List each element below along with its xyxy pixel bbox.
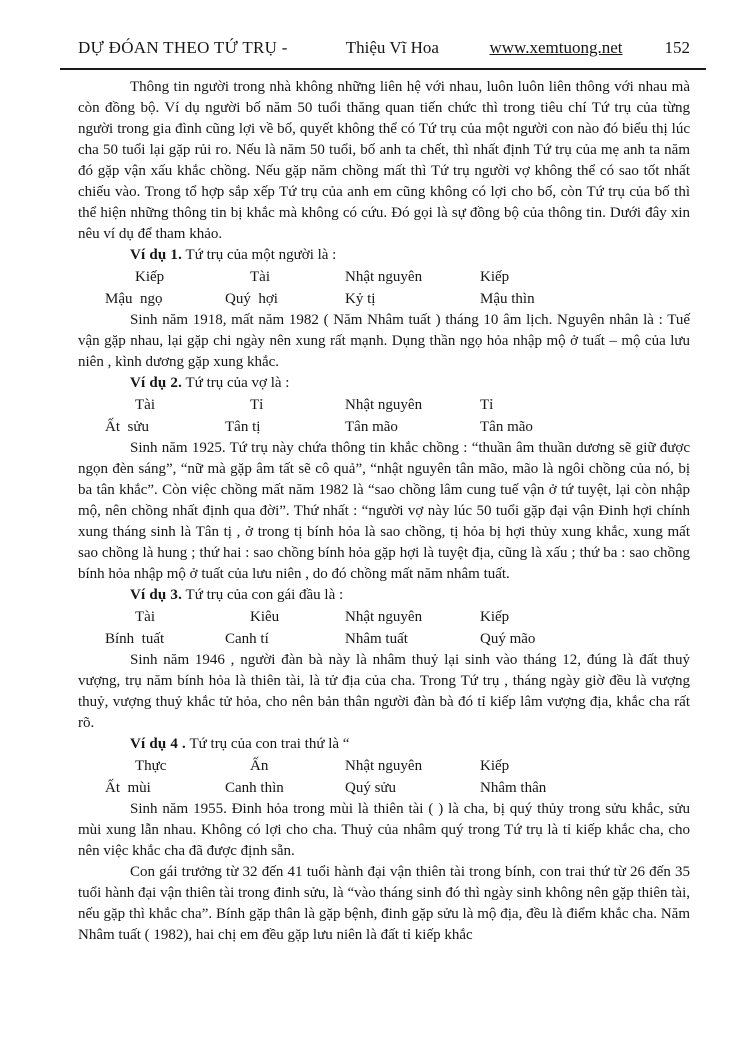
example-2-pillar-table [78,394,690,438]
pillar-value: Ất sửu [105,419,149,435]
pillar-value-row [78,288,690,310]
pillar-value-row [78,777,690,799]
example-3-heading [78,585,690,606]
header-divider [60,68,706,70]
example-1 [78,245,690,373]
pillar-label: Tài [135,397,155,413]
pillar-value-row [78,628,690,650]
example-2-title: Tứ trụ của vợ là : [182,375,290,391]
example-2-analysis: Sinh năm 1925. Tứ trụ này chứa thông tin khắc chồng : “thuần âm thuần dương sẽ giữ được ngọn đèn sáng”, “nữ mà gặp âm tất sẽ cô quả”, “nhật nguyên tân mão, mão là ngôi chồng của nó, bị ba tân khắc”. Còn việc chồng mất năm 1982 là “sao chồng lâm cung tuế vận ở tứ tuyệt, lại còn nhập mộ, nên chồng nhất định qua đời”. Thứ nhất : “người vợ này lúc 50 tuổi gặp đại vận Đinh hợi chính xung tháng sinh là Tân tị , ở trong tị bính hỏa là sao chồng, tị hỏa bị hợi thủy xung khắc, xung mất sao chồng là hung ; thứ hai : sao chồng bính hỏa gặp hợi là tuyệt địa, cũng là xấu ; thứ ba : sao chồng bính hỏa nhập mộ ở tuất của lưu niên , do đó chồng mất năm nhâm tuất. [78,440,690,582]
pillar-label: Kiếp [480,758,510,774]
pillar-label-row [78,266,690,288]
closing-paragraph: Con gái trưởng từ 32 đến 41 tuổi hành đại vận thiên tài trong bính, con trai thứ từ 26 đến 35 tuổi hành đại vận thiên tài trong đinh sửu, là “vào tháng sinh đó thì ngày sinh không nên gặp thiên tài, nếu gặp thì khắc cha”. Bính gặp thân là gặp bệnh, đinh gặp sửu là mộ địa, đều là điểm khắc cha. Năm Nhâm tuất ( 1982), hai chị em đều gặp lưu niên là đất tỉ kiếp khắc [78,864,690,943]
pillar-label: Nhật nguyên [345,758,423,774]
example-3-analysis: Sinh năm 1946 , người đàn bà này là nhâm thuỷ lại sinh vào tháng 12, đúng là đất thuỷ vượng, trụ năm bính hỏa là thiên tài, là tử địa của cha. Trong Tứ trụ , tháng ngày giờ đều là vượng thuỷ, vượng thuỷ khắc tử hỏa, cho nên bản thân người đàn bà đó tỉ kiếp lâm vượng địa, khắc cha rất rõ. [78,652,690,731]
website-link[interactable]: www.xemtuong.net [489,38,623,57]
pillar-label: Nhật nguyên [345,397,423,413]
page-header [78,38,690,58]
example-3-title: Tứ trụ của con gái đầu là : [182,587,344,603]
pillar-value: Quý mão [480,631,536,647]
example-2-number: Ví dụ 2. [130,375,183,391]
pillar-value: Tân tị [225,419,261,435]
pillar-value: Bính tuất [105,631,165,647]
example-4-title: Tứ trụ của con trai thứ là “ [186,736,350,752]
book-title: DỰ ĐÓAN THEO TỨ TRỤ - [78,38,288,57]
pillar-label-row [78,755,690,777]
pillar-label: Kiếp [480,269,510,285]
example-4-number: Ví dụ 4 . [130,736,186,752]
example-4-pillar-table [78,755,690,799]
pillar-value: Nhâm thân [480,780,547,796]
pillar-value: Mậu ngọ [105,291,163,307]
pillar-label: Tài [135,609,155,625]
example-2 [78,373,690,585]
pillar-label: Ấn [250,758,269,774]
example-4-heading [78,734,690,755]
example-1-pillar-table [78,266,690,310]
pillar-label: Tỉ [480,397,494,413]
pillar-label-row [78,394,690,416]
example-3 [78,585,690,734]
pillar-value-row [78,416,690,438]
pillar-label: Kiếp [135,269,165,285]
example-3-pillar-table [78,606,690,650]
pillar-label: Kiêu [250,609,280,625]
pillar-label: Tài [250,269,270,285]
example-3-number: Ví dụ 3. [130,587,183,603]
example-1-title: Tứ trụ của một người là : [182,247,337,263]
pillar-value: Ất mùi [105,780,151,796]
pillar-label: Tỉ [250,397,264,413]
pillar-value: Canh tí [225,631,269,647]
pillar-value: Kỷ tị [345,291,376,307]
pillar-label: Kiếp [480,609,510,625]
pillar-label-row [78,606,690,628]
pillar-value: Quý sửu [345,780,397,796]
pillar-value: Tân mão [345,419,398,435]
author-name: Thiệu Vĩ Hoa [345,38,439,57]
pillar-value: Mậu thìn [480,291,535,307]
example-4-analysis: Sinh năm 1955. Đinh hỏa trong mùi là thiên tài ( ) là cha, bị quý thủy trong sửu khắc, sửu mùi xung lẫn nhau. Không có lợi cho cha. Thuỷ của nhâm quý trong Tứ trụ là tỉ kiếp khắc cha, cho nên việc khắc cha đã được định sẵn. [78,801,690,859]
pillar-value: Canh thìn [225,780,284,796]
intro-paragraph: Thông tin người trong nhà không những liên hệ với nhau, luôn luôn liên thông với nhau mà còn đồng bộ. Ví dụ người bố năm 50 tuổi thăng quan tiến chức thì trong tiêu chí Tứ trụ của từng người trong gia đình cũng lợi về bố, quyết không thể có Tứ trụ của một người con nào đó biểu thị lúc cha 50 tuổi lại gặp rủi ro. Nếu là năm 50 tuổi, bố anh ta chết, thì nhất định Tứ trụ của mẹ anh ta năm đó gặp vận xấu khắc chồng. Nếu gặp năm chồng mất thì Tứ trụ người vợ không thể có sao tốt nhất chiếu vào. Trong tổ hợp sắp xếp Tứ trụ của anh em cũng không có lợi cho bố, còn Tứ trụ của bố thì thể hiện những thông tin bị khắc mà không có cứu. Đó gọi là sự đồng bộ của thông tin. Dưới đây xin nêu ví dụ để tham khảo. [78,79,690,242]
example-1-heading [78,245,690,266]
pillar-value: Nhâm tuất [345,631,408,647]
pillar-label: Thực [135,758,167,774]
page-number: 152 [664,38,690,57]
example-1-number: Ví dụ 1. [130,247,183,263]
example-2-heading [78,373,690,394]
pillar-label: Nhật nguyên [345,269,423,285]
pillar-label: Nhật nguyên [345,609,423,625]
example-4 [78,734,690,862]
pillar-value: Tân mão [480,419,533,435]
pillar-value: Quý hợi [225,291,278,307]
example-1-analysis: Sinh năm 1918, mất năm 1982 ( Năm Nhâm tuất ) tháng 10 âm lịch. Nguyên nhân là : Tuế vận gặp nhau, lại gặp chi ngày nên xung rất mạnh. Dụng thần ngọ hỏa nhập mộ ở tuất – mộ của lưu niên , kình dương gặp xung khắc. [78,312,690,370]
